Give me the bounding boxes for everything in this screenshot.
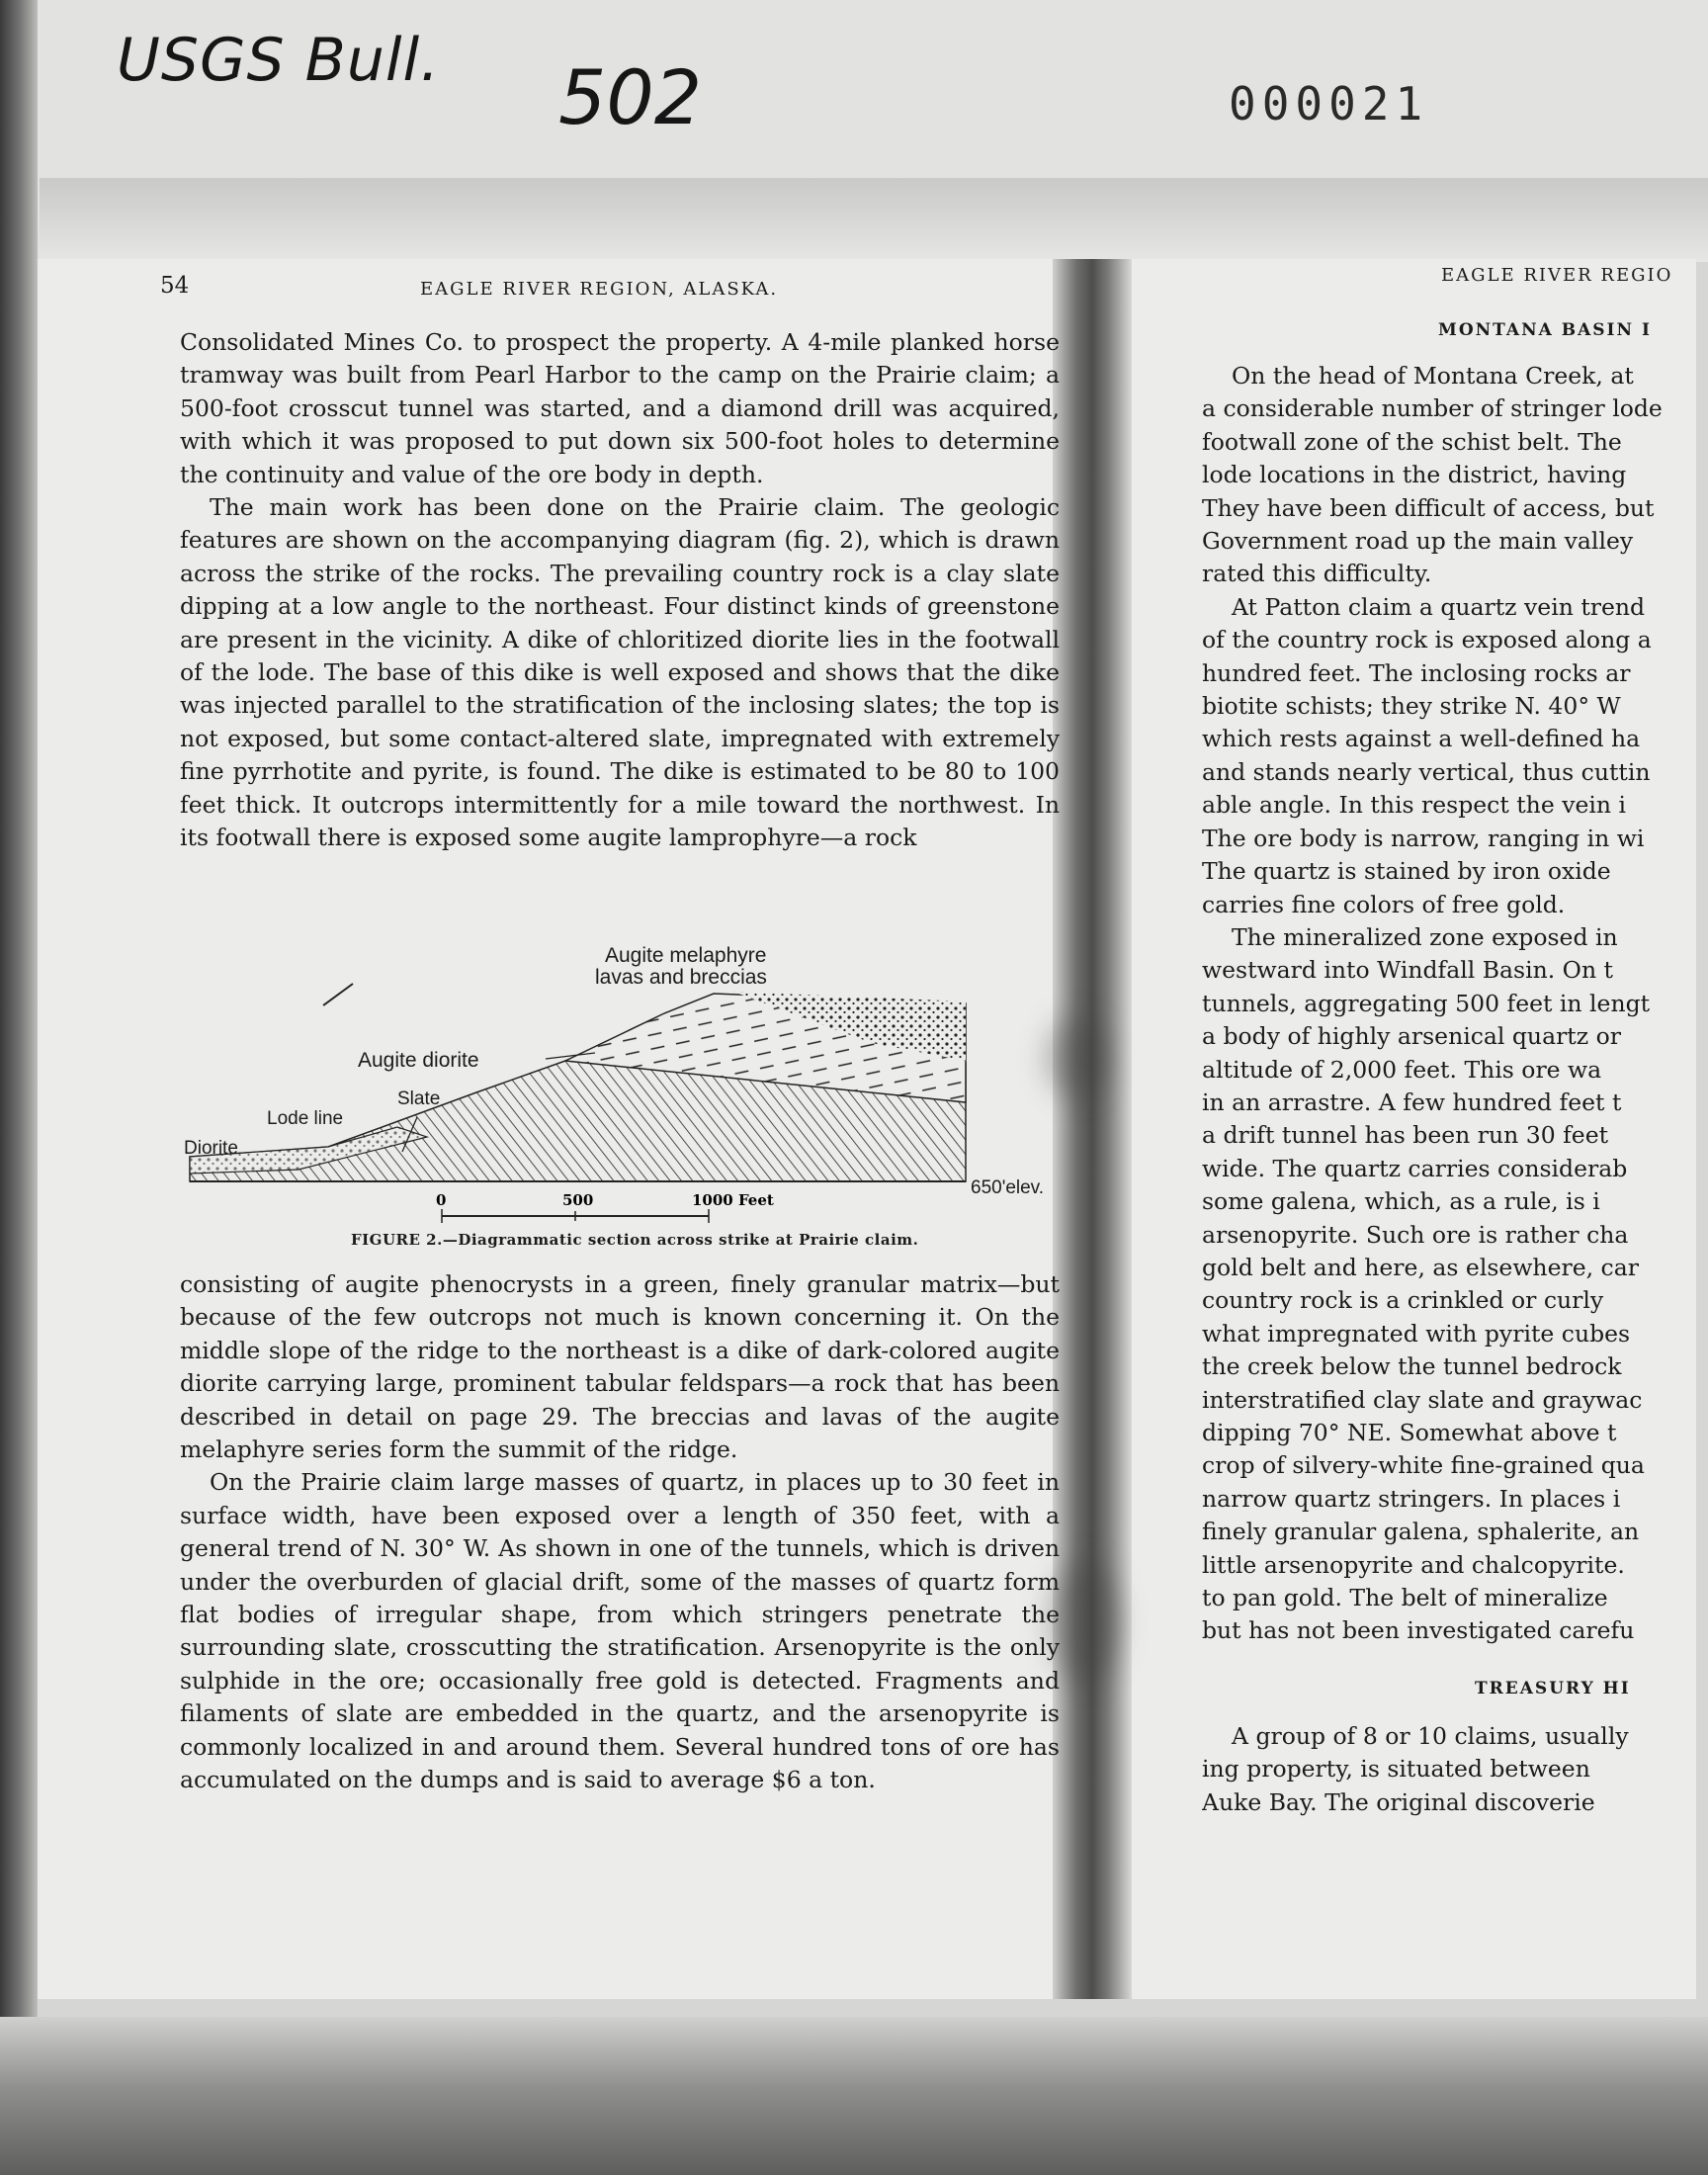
text-line: a considerable number of stringer lode <box>1202 394 1663 423</box>
handwritten-note: USGS Bull. <box>117 26 441 95</box>
text-line: little arsenopyrite and chalcopyrite. <box>1202 1550 1625 1579</box>
text-block-lower <box>180 1268 1060 1797</box>
text-line: A group of 8 or 10 claims, usually <box>1232 1722 1629 1750</box>
text-line: and stands nearly vertical, thus cuttin <box>1202 757 1651 786</box>
text-line: Auke Bay. The original discoverie <box>1202 1787 1595 1816</box>
text-line: The ore body is narrow, ranging in wi <box>1202 824 1645 852</box>
text-line: but has not been investigated carefu <box>1202 1616 1635 1645</box>
text-line: to pan gold. The belt of mineralize <box>1202 1584 1608 1612</box>
text-line: carries fine colors of free gold. <box>1202 890 1566 918</box>
scan-fold-shadow <box>40 178 1708 262</box>
document-stamp-number: 000021 <box>1229 77 1429 130</box>
label-lavas-breccias: lavas and breccias <box>595 966 767 989</box>
paragraph: On the Prairie claim large masses of quartz, in places up to 30 feet in surface width, have been exposed over a length of 350 feet, with a general trend of N. 30° W. As shown in one of the tunnels, which is driven under the overburden of glacial drift, some of the masses of quartz form flat bodies of irregular shape, from which stringers penetrate the surrounding slate, crosscutting the stratification. Arsenopyrite is the only sulphide in the ore; occasionally free gold is detected. Fragments and filaments of slate are embedded in the quartz, and the arsenopyrite is commonly localized in and around them. Several hundred tons of ore has accumulated on the dumps and is said to average $6 a ton. <box>180 1468 1060 1794</box>
paragraph: Consolidated Mines Co. to prospect the property. A 4-mile planked horse tramway was built from Pearl Harbor to the camp on the Prairie claim; a 500-foot crosscut tunnel was started, and a diamond drill was acquired, with which it was proposed to put down six 500-foot holes to determine the continuity and value of the ore body in depth. <box>180 328 1060 488</box>
text-line: At Patton claim a quartz vein trend <box>1232 592 1646 621</box>
section-heading-treasury-hill: TREASURY HI <box>1475 1679 1631 1698</box>
text-line: altitude of 2,000 feet. This ore wa <box>1202 1055 1602 1084</box>
right-text-block-lower <box>1202 1720 1708 1819</box>
text-line: ing property, is situated between <box>1202 1755 1590 1784</box>
scale-tick-0: 0 <box>436 1191 447 1209</box>
text-line: narrow quartz stringers. In places i <box>1202 1484 1621 1513</box>
text-line: interstratified clay slate and graywac <box>1202 1385 1643 1414</box>
handwritten-bulletin-number: 502 <box>558 53 703 141</box>
label-augite-melaphyre: Augite melaphyre <box>605 944 767 967</box>
margin-pencil-mark <box>323 984 353 1005</box>
text-line: dipping 70° NE. Somewhat above t <box>1202 1419 1617 1446</box>
section-heading-montana-basin: MONTANA BASIN I <box>1438 320 1652 340</box>
text-line: country rock is a crinkled or curly <box>1202 1286 1604 1315</box>
text-line: a body of highly arsenical quartz or <box>1202 1022 1621 1051</box>
ink-smudge <box>1050 1562 1119 1681</box>
text-line: arsenopyrite. Such ore is rather cha <box>1202 1220 1629 1249</box>
paragraph: The main work has been done on the Prairie claim. The geologic features are shown on the accompanying diagram (fig. 2), which is drawn across the strike of the rocks. The prevailing country rock is a clay slate dipping at a low angle to the northeast. Four distinct kinds of greenstone are present in the vicinity. A dike of chloritized diorite lies in the footwall of the lode. The base of this dike is well exposed and shows that the dike was injected parallel to the stratification of the inclosing slates; the top is not exposed, but some contact-altered slate, impregnated with extremely fine pyrrhotite and pyrite, is found. The dike is estimated to be 80 to 100 feet thick. It outcrops intermittently for a mile toward the northwest. In its footwall there is exposed some augite lamprophyre—a rock <box>180 493 1060 852</box>
text-line: able angle. In this respect the vein i <box>1202 791 1627 820</box>
text-line: westward into Windfall Basin. On t <box>1202 956 1614 985</box>
text-line: what impregnated with pyrite cubes <box>1202 1319 1631 1348</box>
text-line: in an arrastre. A few hundred feet t <box>1202 1088 1622 1116</box>
text-line: wide. The quartz carries considerab <box>1202 1154 1628 1182</box>
scan-left-edge <box>0 0 38 2175</box>
running-head: EAGLE RIVER REGION, ALASKA. <box>420 279 779 300</box>
text-line: which rests against a well-defined ha <box>1202 725 1641 753</box>
scan-bottom-edge <box>0 2017 1708 2175</box>
label-diorite: Diorite <box>184 1138 238 1159</box>
text-line: a drift tunnel has been run 30 feet <box>1202 1121 1609 1150</box>
text-line: tunnels, aggregating 500 feet in lengt <box>1202 989 1651 1017</box>
figure-2-cross-section <box>180 944 1069 1251</box>
text-line: hundred feet. The inclosing rocks ar <box>1202 658 1631 687</box>
text-line: lode locations in the district, having <box>1202 461 1627 489</box>
text-line: finely granular galena, sphalerite, an <box>1202 1518 1640 1546</box>
cross-section-diagram <box>180 944 1069 1241</box>
paragraph: consisting of augite phenocrysts in a green, finely granular matrix—but because of the few outcrops not much is known concerning it. On the middle slope of the ridge to the northeast is a dike of dark-colored augite diorite carrying large, prominent tabular feldspars—a rock that has been described in detail on page 29. The breccias and lavas of the augite melaphyre series form the summit of the ridge. <box>180 1270 1060 1464</box>
text-line: of the country rock is exposed along a <box>1202 626 1652 654</box>
text-line: gold belt and here, as elsewhere, car <box>1202 1253 1639 1281</box>
text-line: On the head of Montana Creek, at <box>1232 362 1634 390</box>
text-line: some galena, which, as a rule, is i <box>1202 1187 1600 1216</box>
text-line: biotite schists; they strike N. 40° W <box>1202 692 1621 721</box>
figure-caption: FIGURE 2.—Diagrammatic section across strike at Prairie claim. <box>351 1231 919 1249</box>
text-line: The quartz is stained by iron oxide <box>1202 857 1611 886</box>
text-line: the creek below the tunnel bedrock <box>1202 1352 1622 1381</box>
scale-bar <box>436 1191 774 1223</box>
scale-tick-500: 500 <box>562 1191 594 1209</box>
label-augite-diorite: Augite diorite <box>358 1049 479 1072</box>
label-elevation: 650'elev. <box>971 1177 1045 1198</box>
text-line: They have been difficult of access, but <box>1202 493 1655 522</box>
label-lode-line: Lode line <box>267 1108 344 1129</box>
right-running-head: EAGLE RIVER REGIO <box>1441 265 1673 286</box>
label-slate: Slate <box>397 1088 441 1109</box>
page-number: 54 <box>160 273 190 299</box>
text-line: Government road up the main valley <box>1202 527 1634 556</box>
text-line: The mineralized zone exposed in <box>1232 922 1618 951</box>
text-line: crop of silvery-white fine-grained qua <box>1202 1451 1645 1480</box>
text-line: rated this difficulty. <box>1202 560 1432 588</box>
text-line: footwall zone of the schist belt. The <box>1202 427 1622 456</box>
right-text-block-upper <box>1202 360 1708 1648</box>
scale-tick-1000: 1000 Feet <box>692 1191 774 1209</box>
text-block-upper <box>180 326 1060 855</box>
